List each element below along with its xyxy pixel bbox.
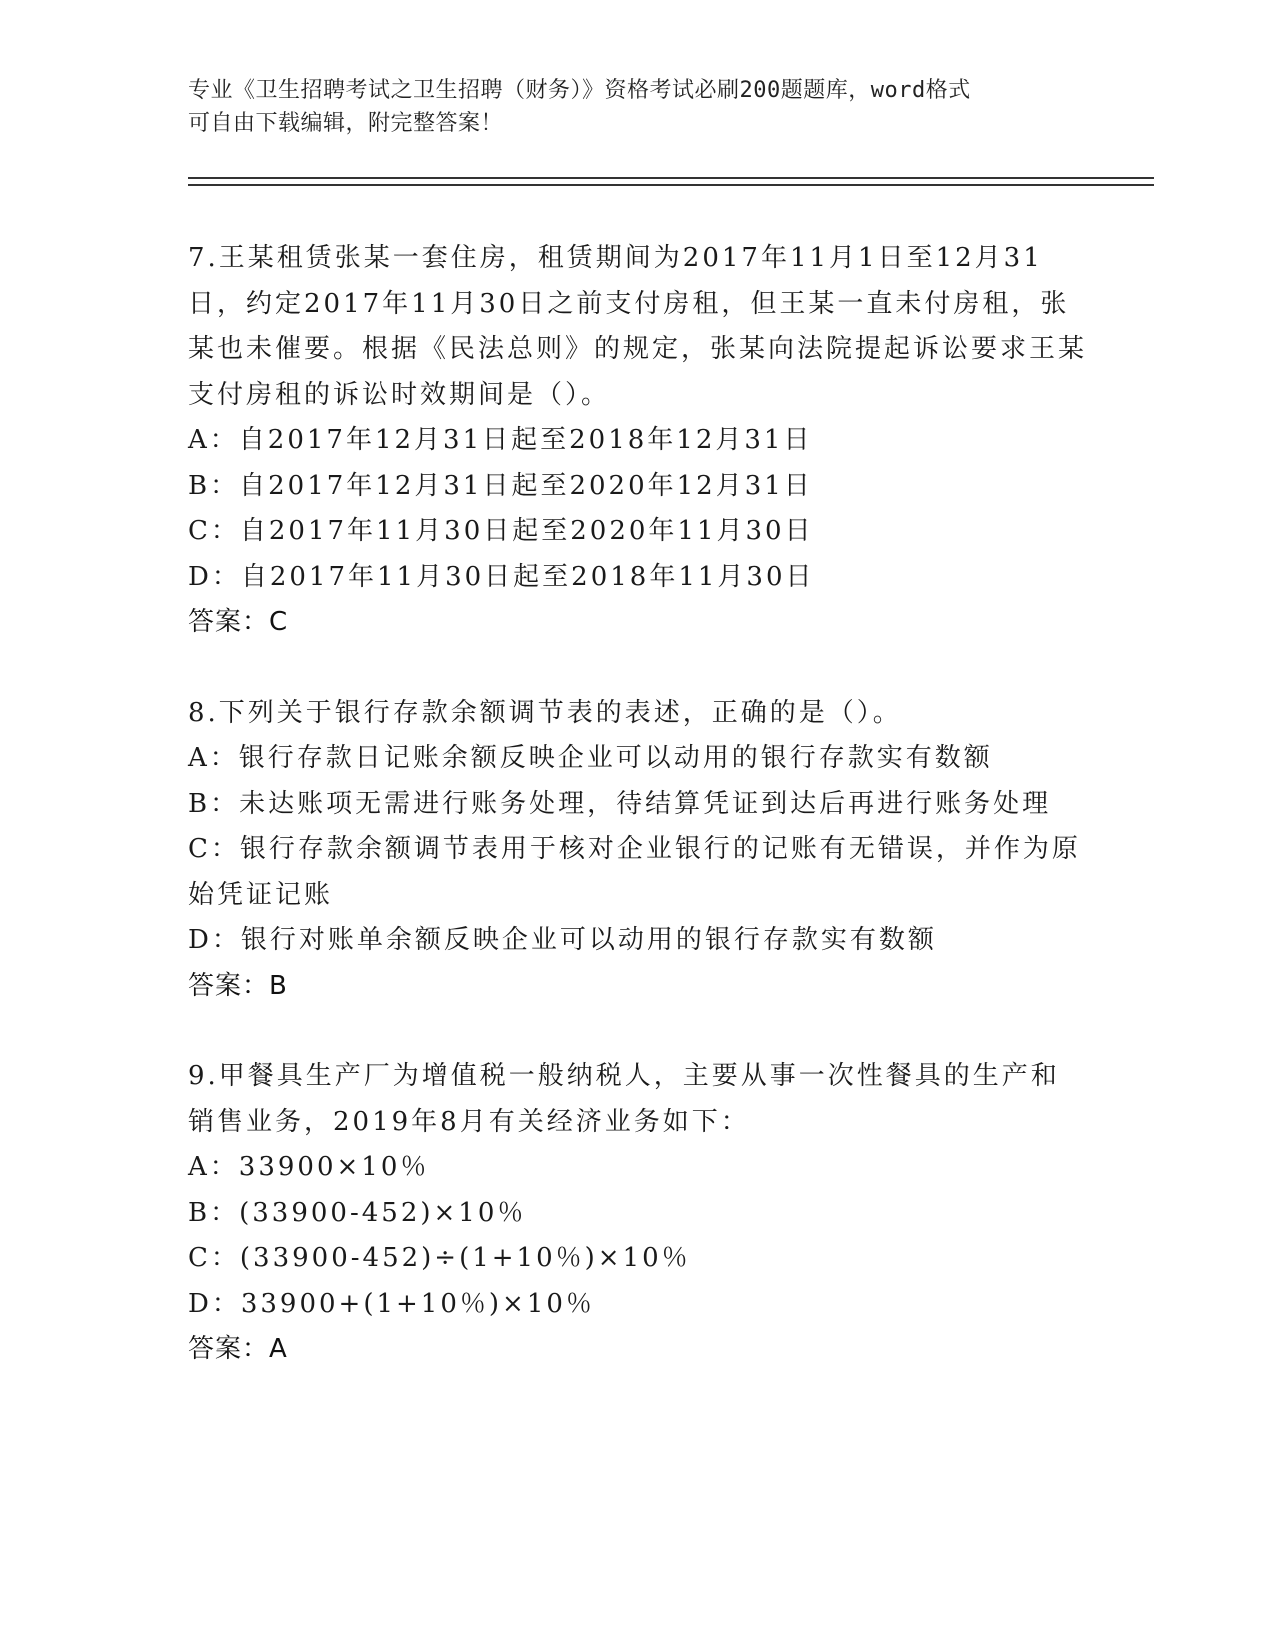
option-d: D：33900+(1+10％)×10％ <box>188 1288 595 1319</box>
question-text: 9.甲餐具生产厂为增值税一般纳税人，主要从事一次性餐具的生产和销售业务，2019年8月有关经济业务如下： <box>188 1061 1060 1137</box>
option-d: D：银行对账单余额反映企业可以动用的银行存款实有数额 <box>188 925 937 955</box>
option-c: C：银行存款余额调节表用于核对企业银行的记账有无错误，并作为原始凭证记账 <box>188 834 1081 910</box>
question-7 <box>188 236 1088 646</box>
header-line-1: 专业《卫生招聘考试之卫生招聘（财务）》资格考试必刷200题题库，word格式 <box>188 78 971 103</box>
header-divider-bottom <box>188 184 1154 186</box>
document-header <box>188 74 1068 140</box>
question-text: 7.王某租赁张某一套住房，租赁期间为2017年11月1日至12月31日，约定2017年11月30日之前支付房租，但王某一直未付房租，张某也未催要。根据《民法总则》的规定，张某向法院提起诉讼要求王某支付房租的诉讼时效期间是（）。 <box>188 243 1088 410</box>
option-a: A：自2017年12月31日起至2018年12月31日 <box>188 425 813 455</box>
answer-line: 答案：B <box>188 970 288 1001</box>
option-b: B：自2017年12月31日起至2020年12月31日 <box>188 470 813 501</box>
option-a: A：33900×10％ <box>188 1152 430 1182</box>
answer-line: 答案：A <box>188 1334 288 1364</box>
header-divider-top <box>188 177 1154 179</box>
option-c: C：(33900-452)÷(1+10％)×10％ <box>188 1243 691 1273</box>
header-line-2: 可自由下载编辑，附完整答案！ <box>188 111 504 136</box>
option-b: B：未达账项无需进行账务处理，待结算凭证到达后再进行账务处理 <box>188 788 1052 819</box>
option-a: A：银行存款日记账余额反映企业可以动用的银行存款实有数额 <box>188 743 993 773</box>
question-text: 8.下列关于银行存款余额调节表的表述，正确的是（）。 <box>188 697 902 728</box>
answer-line: 答案：C <box>188 607 289 637</box>
option-c: C：自2017年11月30日起至2020年11月30日 <box>188 516 814 546</box>
option-b: B：(33900-452)×10％ <box>188 1197 527 1228</box>
question-list <box>188 236 1088 1418</box>
question-9 <box>188 1054 1088 1373</box>
option-d: D：自2017年11月30日起至2018年11月30日 <box>188 561 815 592</box>
question-8 <box>188 691 1088 1010</box>
